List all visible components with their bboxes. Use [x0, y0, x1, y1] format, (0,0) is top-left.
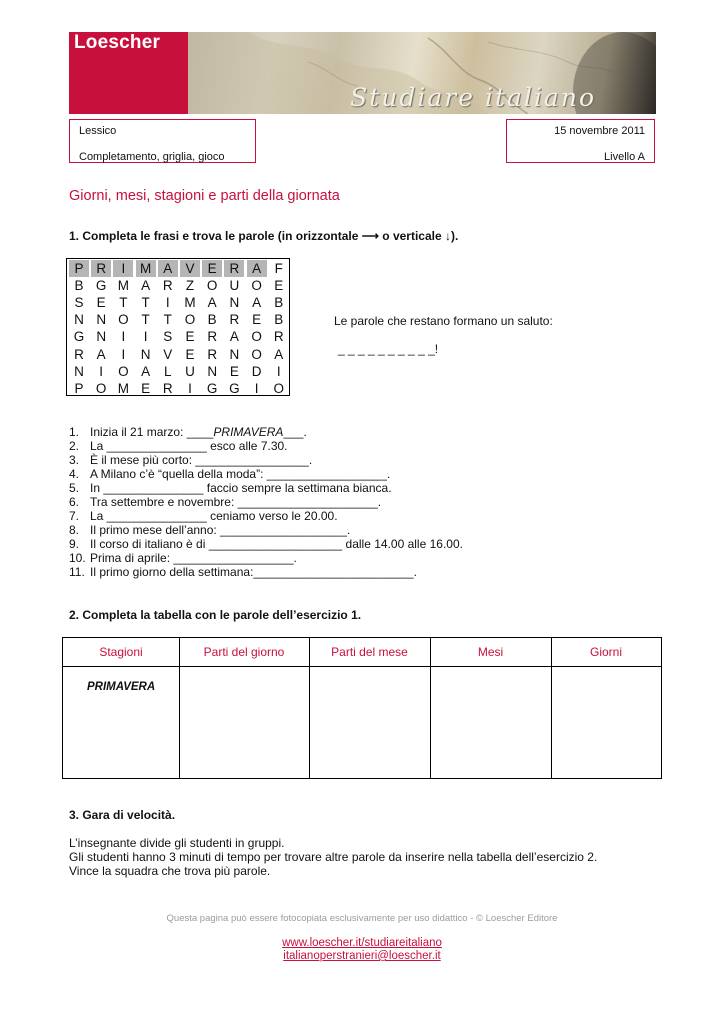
sentence-text: [90, 439, 288, 453]
grid-cell: G: [73, 329, 85, 345]
grid-cell: F: [274, 261, 283, 276]
grid-row: [67, 363, 291, 380]
grid-row: [67, 260, 291, 277]
grid-row: [67, 328, 291, 345]
grid-cell: O: [206, 278, 218, 294]
sentence-text: [90, 523, 350, 537]
table-column-divider: [309, 638, 310, 778]
grid-cell: O: [273, 380, 285, 396]
grid-cell: I: [99, 363, 104, 379]
grid-cell: N: [140, 346, 151, 362]
exercise-3-heading: 3. Gara di velocità.: [69, 808, 176, 822]
grid-cell: A: [207, 295, 217, 311]
grid-cell: N: [96, 329, 107, 345]
grid-row: [67, 346, 291, 363]
grid-cell: O: [251, 329, 262, 345]
grid-cell: D: [251, 363, 262, 379]
grid-cell: E: [96, 295, 106, 311]
grid-cell: R: [224, 260, 244, 277]
grid-cell: I: [121, 329, 126, 345]
grid-cell: G: [95, 278, 107, 294]
map-image: [188, 32, 656, 114]
table-header-cell: Stagioni: [99, 645, 143, 659]
sentence-number: 1.: [69, 425, 80, 439]
grid-cell: A: [252, 295, 262, 311]
grid-cell: R: [273, 329, 284, 345]
grid-cell: N: [229, 295, 240, 311]
sentence-answer: PRIMAVERA: [213, 425, 284, 439]
sentence-number: 3.: [69, 453, 80, 467]
banner-title: Studiare italiano: [350, 83, 596, 112]
grid-cell: U: [229, 278, 240, 294]
grid-cell: P: [74, 380, 84, 396]
grid-cell: A: [247, 260, 267, 277]
sentence-number: 8.: [69, 523, 80, 537]
grid-cell: B: [274, 312, 284, 328]
grid-cell: T: [141, 295, 150, 311]
grid-cell: B: [74, 278, 84, 294]
grid-cell: A: [141, 363, 151, 379]
sentence-number: 6.: [69, 495, 80, 509]
grid-cell: R: [207, 346, 218, 362]
sentence-prompt: Il primo mese dell’anno: ___________________.: [90, 523, 351, 537]
grid-row: [67, 311, 291, 328]
greeting-blank: _ _ _ _ _ _ _ _ _ _!: [338, 342, 439, 356]
sentence-prompt: Inizia il 21 marzo: ____: [90, 425, 214, 439]
brand-logo: Loescher: [74, 32, 161, 53]
instruction-line: Vince la squadra che trova più parole.: [69, 864, 271, 878]
answer-table: [62, 637, 662, 779]
table-header-cell: Parti del giorno: [203, 645, 285, 659]
grid-cell: N: [96, 312, 107, 328]
grid-row: [67, 294, 291, 311]
sentence-prompt: È il mese più corto: _________________.: [90, 453, 313, 467]
grid-cell: O: [184, 312, 196, 328]
grid-cell: V: [163, 346, 173, 362]
sentence-text: [90, 537, 463, 551]
table-first-value: PRIMAVERA: [87, 681, 156, 693]
grid-cell: I: [143, 329, 148, 345]
grid-cell: B: [207, 312, 217, 328]
sentence-prompt: La _______________ ceniamo verso le 20.00.: [90, 509, 338, 523]
grid-cell: O: [251, 346, 262, 362]
type-label: Completamento, griglia, gioco: [79, 151, 225, 163]
email-link[interactable]: italianoperstranieri@loescher.it: [283, 950, 441, 962]
sentence-suffix: ___.: [283, 425, 307, 439]
page-title: Giorni, mesi, stagioni e parti della giornata: [69, 188, 340, 204]
grid-cell: I: [121, 346, 126, 362]
footer-copyright: Questa pagina può essere fotocopiata esclusivamente per uso didattico - © Loescher Editore: [166, 913, 558, 924]
grid-cell: G: [229, 380, 240, 396]
grid-cell: E: [202, 260, 222, 277]
header-banner: [69, 32, 656, 114]
grid-cell: R: [74, 346, 84, 362]
word-search-grid: [66, 258, 290, 396]
grid-cell: A: [229, 329, 239, 345]
brand-block: [69, 32, 188, 114]
grid-cell: R: [229, 312, 240, 328]
grid-cell: N: [229, 346, 240, 362]
sentence-prompt: La _______________ esco alle 7.30.: [90, 439, 288, 453]
grid-cell: Z: [185, 278, 195, 294]
sentence-text: [90, 453, 312, 467]
grid-cell: R: [91, 260, 111, 277]
sentence-prompt: Il corso di italiano è di ____________________ dalle 14.00 alle 16.00.: [90, 537, 463, 551]
instruction-line: Gli studenti hanno 3 minuti di tempo per trovare altre parole da inserire nella tabella dell’esercizio 2.: [69, 850, 598, 864]
grid-cell: I: [254, 380, 259, 396]
grid-cell: M: [184, 295, 196, 311]
grid-cell: P: [69, 260, 89, 277]
grid-cell: R: [162, 278, 173, 294]
date-label: 15 novembre 2011: [554, 125, 645, 137]
grid-cell: A: [158, 260, 178, 277]
sentence-number: 4.: [69, 467, 80, 481]
exercise-2-heading: 2. Completa la tabella con le parole dell’esercizio 1.: [69, 608, 362, 622]
grid-cell: O: [251, 278, 262, 294]
grid-cell: A: [96, 346, 106, 362]
grid-cell: O: [118, 312, 129, 328]
grid-cell: E: [185, 329, 195, 345]
grid-cell: G: [206, 380, 218, 396]
grid-cell: S: [163, 329, 173, 345]
grid-row: [67, 380, 291, 397]
sentence-text: [90, 467, 390, 481]
grid-cell: V: [180, 260, 200, 277]
grid-cell: I: [165, 295, 170, 311]
instruction-line: L’insegnante divide gli studenti in gruppi.: [69, 836, 285, 850]
sentence-number: 2.: [69, 439, 80, 453]
grid-cell: E: [274, 278, 284, 294]
grid-cell: N: [74, 363, 84, 379]
grid-cell: E: [252, 312, 262, 328]
sentence-prompt: Prima di aprile: __________________.: [90, 551, 297, 565]
grid-cell: O: [118, 363, 129, 379]
level-label: Livello A: [604, 151, 645, 163]
table-header-cell: Giorni: [589, 645, 622, 659]
grid-cell: T: [141, 312, 150, 328]
grid-cell: A: [274, 346, 284, 362]
sentence-text: [90, 481, 392, 495]
sentence-number: 11.: [69, 565, 85, 579]
grid-cell: T: [163, 312, 172, 328]
grid-cell: E: [185, 346, 195, 362]
grid-cell: N: [74, 312, 84, 328]
grid-cell: I: [113, 260, 133, 277]
greeting-hint: Le parole che restano formano un saluto:: [334, 314, 553, 328]
grid-cell: S: [74, 295, 84, 311]
grid-cell: B: [274, 295, 284, 311]
sentence-text: [90, 551, 297, 565]
sentence-prompt: Tra settembre e novembre: _____________________.: [90, 495, 382, 509]
grid-cell: I: [276, 363, 281, 379]
grid-cell: E: [229, 363, 239, 379]
grid-cell: U: [185, 363, 195, 379]
exercise-1-heading: 1. Completa le frasi e trova le parole (in orizzontale ⟶ o verticale ↓).: [69, 229, 459, 243]
table-header-cell: Mesi: [477, 645, 504, 659]
grid-cell: M: [117, 278, 130, 294]
category-label: Lessico: [79, 125, 117, 137]
sentence-prompt: In _______________ faccio sempre la settimana bianca.: [90, 481, 392, 495]
sentence-number: 9.: [69, 537, 80, 551]
table-column-divider: [179, 638, 180, 778]
website-link[interactable]: www.loescher.it/studiareitaliano: [282, 937, 442, 949]
sentence-text: [90, 509, 338, 523]
grid-cell: R: [207, 329, 218, 345]
sentence-text: [90, 495, 381, 509]
table-column-divider: [430, 638, 431, 778]
grid-cell: N: [207, 363, 218, 379]
grid-cell: M: [136, 260, 156, 277]
sentence-number: 7.: [69, 509, 80, 523]
sentence-number: 5.: [69, 481, 80, 495]
grid-cell: T: [119, 295, 128, 311]
table-column-divider: [551, 638, 552, 778]
sentence-number: 10.: [69, 551, 86, 565]
grid-cell: I: [188, 380, 192, 396]
grid-cell: A: [141, 278, 151, 294]
grid-cell: M: [117, 380, 130, 396]
grid-cell: E: [141, 380, 151, 396]
sentence-prompt: Il primo giorno della settimana:________________________.: [90, 565, 417, 579]
info-box-left: [69, 119, 256, 163]
sentence-text: [90, 565, 417, 579]
table-header-divider: [63, 666, 661, 667]
sentence-text: [90, 425, 307, 439]
table-header-cell: Parti del mese: [331, 645, 408, 659]
sentence-prompt: A Milano c’è “quella della moda”: __________________.: [90, 467, 391, 481]
info-box-right: [506, 119, 655, 163]
grid-cell: R: [162, 380, 173, 396]
grid-row: [67, 277, 291, 294]
grid-cell: L: [164, 363, 172, 379]
grid-cell: O: [95, 380, 107, 396]
